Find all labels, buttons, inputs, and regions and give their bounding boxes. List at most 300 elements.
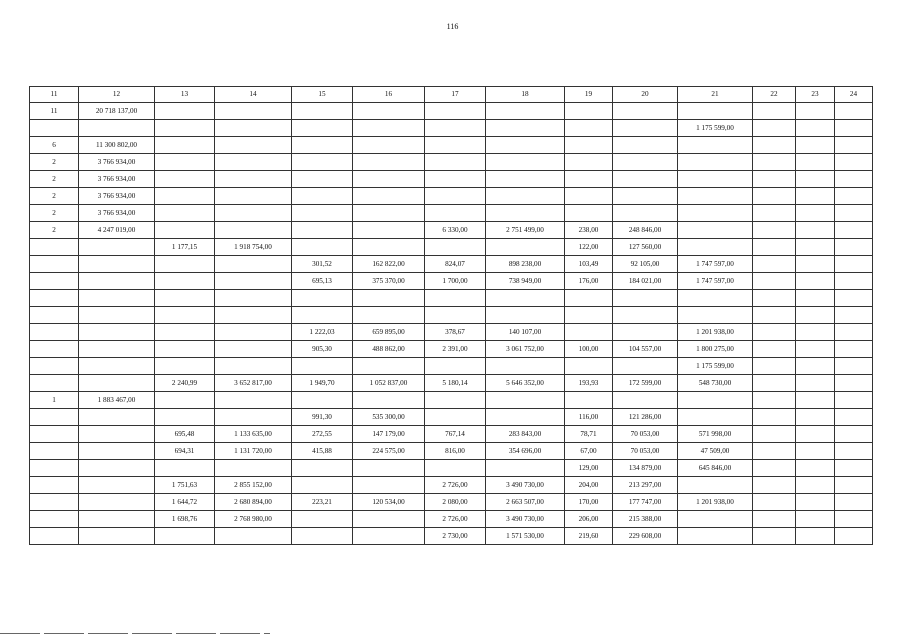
table-cell bbox=[292, 205, 353, 222]
table-cell bbox=[486, 205, 565, 222]
table-cell bbox=[215, 324, 292, 341]
table-cell: 1 800 275,00 bbox=[678, 341, 753, 358]
table-cell: 3 766 934,00 bbox=[79, 205, 155, 222]
table-cell bbox=[753, 426, 796, 443]
table-cell bbox=[753, 494, 796, 511]
table-cell: 70 053,00 bbox=[613, 443, 678, 460]
table-cell bbox=[796, 443, 835, 460]
table-cell bbox=[30, 341, 79, 358]
table-cell bbox=[486, 290, 565, 307]
table-cell bbox=[155, 171, 215, 188]
footer-rule bbox=[0, 633, 270, 634]
table-cell bbox=[796, 273, 835, 290]
table-cell bbox=[425, 188, 486, 205]
table-cell bbox=[835, 375, 873, 392]
table-cell: 92 105,00 bbox=[613, 256, 678, 273]
table-cell bbox=[486, 171, 565, 188]
table-cell bbox=[486, 188, 565, 205]
table-cell bbox=[565, 324, 613, 341]
table-cell: 1 052 837,00 bbox=[353, 375, 425, 392]
table-cell bbox=[753, 460, 796, 477]
table-cell: 122,00 bbox=[565, 239, 613, 256]
table-cell: 415,88 bbox=[292, 443, 353, 460]
table-cell: 3 490 730,00 bbox=[486, 511, 565, 528]
table-cell bbox=[155, 273, 215, 290]
table-cell bbox=[753, 239, 796, 256]
column-header: 21 bbox=[678, 87, 753, 103]
table-cell: 738 949,00 bbox=[486, 273, 565, 290]
table-cell bbox=[753, 392, 796, 409]
table-cell bbox=[353, 290, 425, 307]
table-cell: 170,00 bbox=[565, 494, 613, 511]
table-cell bbox=[30, 443, 79, 460]
table-cell: 898 238,00 bbox=[486, 256, 565, 273]
table-cell bbox=[835, 511, 873, 528]
table-cell bbox=[292, 188, 353, 205]
table-cell bbox=[215, 222, 292, 239]
table-cell: 67,00 bbox=[565, 443, 613, 460]
table-cell bbox=[155, 205, 215, 222]
table-cell bbox=[155, 103, 215, 120]
table-cell bbox=[79, 290, 155, 307]
table-cell: 2 663 507,00 bbox=[486, 494, 565, 511]
table-cell: 1 747 597,00 bbox=[678, 256, 753, 273]
table-cell bbox=[753, 409, 796, 426]
table-cell: 3 766 934,00 bbox=[79, 188, 155, 205]
table-cell: 2 240,99 bbox=[155, 375, 215, 392]
table-cell bbox=[565, 171, 613, 188]
table-cell bbox=[796, 341, 835, 358]
table-cell bbox=[796, 103, 835, 120]
table-cell bbox=[753, 290, 796, 307]
table-cell bbox=[753, 188, 796, 205]
table-cell bbox=[835, 426, 873, 443]
table-cell bbox=[796, 494, 835, 511]
table-cell: 1 177,15 bbox=[155, 239, 215, 256]
table-cell: 767,14 bbox=[425, 426, 486, 443]
table-cell bbox=[835, 528, 873, 545]
table-cell bbox=[155, 188, 215, 205]
table-cell: 2 bbox=[30, 222, 79, 239]
table-cell bbox=[565, 307, 613, 324]
table-cell bbox=[565, 154, 613, 171]
table-cell bbox=[292, 460, 353, 477]
table-cell: 2 bbox=[30, 205, 79, 222]
table-row bbox=[30, 528, 873, 545]
table-cell bbox=[796, 290, 835, 307]
table-cell bbox=[796, 511, 835, 528]
table-cell bbox=[678, 307, 753, 324]
table-cell: 213 297,00 bbox=[613, 477, 678, 494]
table-cell bbox=[79, 273, 155, 290]
table-cell: 1 131 720,00 bbox=[215, 443, 292, 460]
table-cell: 1 bbox=[30, 392, 79, 409]
table-cell: 104 557,00 bbox=[613, 341, 678, 358]
table-cell: 177 747,00 bbox=[613, 494, 678, 511]
table-cell bbox=[753, 222, 796, 239]
table-cell bbox=[678, 137, 753, 154]
table-cell bbox=[835, 188, 873, 205]
table-cell bbox=[425, 409, 486, 426]
table-cell bbox=[753, 307, 796, 324]
table-cell bbox=[678, 171, 753, 188]
table-row bbox=[30, 154, 873, 171]
table-cell bbox=[155, 120, 215, 137]
table-cell bbox=[753, 137, 796, 154]
table-cell bbox=[835, 307, 873, 324]
table-cell bbox=[353, 103, 425, 120]
table-cell bbox=[155, 460, 215, 477]
table-cell bbox=[613, 392, 678, 409]
table-cell bbox=[30, 290, 79, 307]
table-cell bbox=[425, 239, 486, 256]
table-cell bbox=[613, 307, 678, 324]
table-cell bbox=[835, 358, 873, 375]
table-cell bbox=[678, 290, 753, 307]
table-cell bbox=[215, 103, 292, 120]
table-cell: 20 718 137,00 bbox=[79, 103, 155, 120]
table-row bbox=[30, 511, 873, 528]
table-cell bbox=[486, 392, 565, 409]
table-cell bbox=[796, 477, 835, 494]
table-cell: 129,00 bbox=[565, 460, 613, 477]
table-cell bbox=[678, 239, 753, 256]
table-cell bbox=[292, 222, 353, 239]
table-cell bbox=[30, 426, 79, 443]
table-cell bbox=[425, 307, 486, 324]
table-cell bbox=[353, 477, 425, 494]
table-cell bbox=[835, 120, 873, 137]
table-cell bbox=[796, 528, 835, 545]
table-cell: 694,31 bbox=[155, 443, 215, 460]
table-cell bbox=[678, 392, 753, 409]
column-header: 24 bbox=[835, 87, 873, 103]
table-cell bbox=[353, 239, 425, 256]
table-cell bbox=[215, 256, 292, 273]
table-cell: 134 879,00 bbox=[613, 460, 678, 477]
table-cell bbox=[79, 256, 155, 273]
table-cell bbox=[835, 137, 873, 154]
table-cell bbox=[753, 341, 796, 358]
table-cell bbox=[30, 409, 79, 426]
table-cell: 548 730,00 bbox=[678, 375, 753, 392]
table-cell: 3 061 752,00 bbox=[486, 341, 565, 358]
table-cell bbox=[215, 273, 292, 290]
table-cell bbox=[753, 528, 796, 545]
table-cell bbox=[796, 460, 835, 477]
table-cell bbox=[613, 103, 678, 120]
table-cell bbox=[796, 222, 835, 239]
table-cell: 488 862,00 bbox=[353, 341, 425, 358]
table-cell bbox=[30, 324, 79, 341]
table-row bbox=[30, 188, 873, 205]
table-cell: 224 575,00 bbox=[353, 443, 425, 460]
table-row bbox=[30, 205, 873, 222]
table-row bbox=[30, 392, 873, 409]
table-cell: 2 855 152,00 bbox=[215, 477, 292, 494]
table-cell: 1 698,76 bbox=[155, 511, 215, 528]
table-cell bbox=[753, 120, 796, 137]
table-cell bbox=[30, 358, 79, 375]
table-cell: 2 bbox=[30, 154, 79, 171]
column-header: 16 bbox=[353, 87, 425, 103]
table-cell bbox=[155, 358, 215, 375]
table-cell bbox=[613, 120, 678, 137]
table-cell bbox=[835, 392, 873, 409]
table-cell bbox=[613, 171, 678, 188]
table-cell bbox=[796, 188, 835, 205]
table-cell bbox=[292, 392, 353, 409]
table-cell bbox=[486, 307, 565, 324]
table-cell bbox=[215, 460, 292, 477]
table-cell bbox=[486, 239, 565, 256]
table-cell bbox=[796, 137, 835, 154]
table-cell bbox=[796, 205, 835, 222]
table-row bbox=[30, 103, 873, 120]
table-cell: 206,00 bbox=[565, 511, 613, 528]
column-header: 13 bbox=[155, 87, 215, 103]
table-cell: 824,07 bbox=[425, 256, 486, 273]
table-cell bbox=[79, 358, 155, 375]
table-cell bbox=[486, 103, 565, 120]
table-cell: 176,00 bbox=[565, 273, 613, 290]
table-row bbox=[30, 290, 873, 307]
table-cell bbox=[796, 358, 835, 375]
table-row bbox=[30, 494, 873, 511]
table-cell bbox=[835, 460, 873, 477]
table-cell bbox=[796, 120, 835, 137]
table-row bbox=[30, 273, 873, 290]
table-cell bbox=[353, 120, 425, 137]
table-cell bbox=[835, 154, 873, 171]
table-cell bbox=[425, 137, 486, 154]
table-cell bbox=[353, 528, 425, 545]
table-cell: 5 646 352,00 bbox=[486, 375, 565, 392]
table-cell: 1 133 635,00 bbox=[215, 426, 292, 443]
table-cell bbox=[753, 273, 796, 290]
table-cell bbox=[215, 358, 292, 375]
table-cell: 172 599,00 bbox=[613, 375, 678, 392]
table-cell bbox=[796, 375, 835, 392]
table-cell: 116,00 bbox=[565, 409, 613, 426]
table-cell: 1 949,70 bbox=[292, 375, 353, 392]
table-cell bbox=[79, 426, 155, 443]
table-cell bbox=[79, 120, 155, 137]
table-row bbox=[30, 341, 873, 358]
table-row bbox=[30, 358, 873, 375]
table-cell bbox=[353, 460, 425, 477]
table-cell bbox=[835, 273, 873, 290]
table-cell bbox=[30, 477, 79, 494]
table-cell bbox=[753, 171, 796, 188]
table-cell bbox=[155, 341, 215, 358]
table-cell bbox=[30, 307, 79, 324]
table-cell bbox=[835, 324, 873, 341]
table-cell: 2 768 980,00 bbox=[215, 511, 292, 528]
table-cell bbox=[353, 358, 425, 375]
table-cell bbox=[613, 188, 678, 205]
table-cell bbox=[835, 477, 873, 494]
table-row bbox=[30, 409, 873, 426]
table-row bbox=[30, 222, 873, 239]
column-header: 14 bbox=[215, 87, 292, 103]
table-cell bbox=[425, 392, 486, 409]
table-cell bbox=[353, 222, 425, 239]
table-cell: 2 726,00 bbox=[425, 511, 486, 528]
table-row bbox=[30, 256, 873, 273]
table-cell bbox=[292, 154, 353, 171]
table-cell bbox=[796, 392, 835, 409]
table-cell bbox=[678, 154, 753, 171]
table-cell: 127 560,00 bbox=[613, 239, 678, 256]
table-cell bbox=[79, 477, 155, 494]
table-cell bbox=[292, 171, 353, 188]
table-row bbox=[30, 171, 873, 188]
table-cell bbox=[753, 358, 796, 375]
table-cell bbox=[835, 205, 873, 222]
column-header: 22 bbox=[753, 87, 796, 103]
table-cell bbox=[565, 205, 613, 222]
table-cell bbox=[835, 239, 873, 256]
table-cell bbox=[425, 120, 486, 137]
table-cell bbox=[30, 528, 79, 545]
table-cell bbox=[835, 409, 873, 426]
table-cell bbox=[215, 341, 292, 358]
table-cell: 2 726,00 bbox=[425, 477, 486, 494]
table-cell bbox=[79, 239, 155, 256]
table-cell: 3 766 934,00 bbox=[79, 171, 155, 188]
column-header: 12 bbox=[79, 87, 155, 103]
table-cell bbox=[30, 256, 79, 273]
table-cell bbox=[79, 511, 155, 528]
table-cell bbox=[678, 477, 753, 494]
table-cell bbox=[753, 324, 796, 341]
table-cell bbox=[79, 460, 155, 477]
table-cell bbox=[292, 477, 353, 494]
table-row bbox=[30, 375, 873, 392]
table-cell: 162 822,00 bbox=[353, 256, 425, 273]
table-cell bbox=[155, 307, 215, 324]
table-cell bbox=[565, 358, 613, 375]
table-cell bbox=[79, 528, 155, 545]
column-header: 17 bbox=[425, 87, 486, 103]
column-header: 23 bbox=[796, 87, 835, 103]
table-cell bbox=[155, 528, 215, 545]
table-cell bbox=[565, 290, 613, 307]
table-cell: 695,13 bbox=[292, 273, 353, 290]
table-cell bbox=[353, 171, 425, 188]
table-cell bbox=[353, 137, 425, 154]
table-cell bbox=[678, 205, 753, 222]
table-cell bbox=[79, 443, 155, 460]
table-cell bbox=[155, 290, 215, 307]
table-cell: 991,30 bbox=[292, 409, 353, 426]
table-cell bbox=[486, 460, 565, 477]
table-cell bbox=[565, 103, 613, 120]
table-cell: 147 179,00 bbox=[353, 426, 425, 443]
table-cell: 78,71 bbox=[565, 426, 613, 443]
table-cell bbox=[79, 324, 155, 341]
table-header-row bbox=[30, 87, 873, 103]
table-cell: 1 883 467,00 bbox=[79, 392, 155, 409]
table-cell: 120 534,00 bbox=[353, 494, 425, 511]
table-row bbox=[30, 426, 873, 443]
column-header: 20 bbox=[613, 87, 678, 103]
table-row bbox=[30, 324, 873, 341]
table-cell bbox=[215, 120, 292, 137]
table-cell bbox=[215, 188, 292, 205]
table-row bbox=[30, 477, 873, 494]
table-row bbox=[30, 120, 873, 137]
page-number: 116 bbox=[446, 22, 459, 31]
table-cell bbox=[835, 341, 873, 358]
table-cell bbox=[292, 511, 353, 528]
table-cell bbox=[796, 239, 835, 256]
table-cell bbox=[155, 392, 215, 409]
table-cell bbox=[753, 103, 796, 120]
table-cell: 103,49 bbox=[565, 256, 613, 273]
table-cell bbox=[796, 154, 835, 171]
table-cell bbox=[565, 392, 613, 409]
table-cell bbox=[353, 307, 425, 324]
table-cell bbox=[486, 154, 565, 171]
table-cell bbox=[425, 154, 486, 171]
table-cell bbox=[835, 443, 873, 460]
table-cell bbox=[565, 120, 613, 137]
column-header: 15 bbox=[292, 87, 353, 103]
table-cell bbox=[292, 103, 353, 120]
table-cell bbox=[835, 256, 873, 273]
table-cell bbox=[425, 358, 486, 375]
table-cell: 272,55 bbox=[292, 426, 353, 443]
table-cell: 11 bbox=[30, 103, 79, 120]
table-cell bbox=[565, 188, 613, 205]
table-cell bbox=[678, 528, 753, 545]
table-cell: 6 bbox=[30, 137, 79, 154]
table-cell: 1 751,63 bbox=[155, 477, 215, 494]
table-cell bbox=[155, 222, 215, 239]
table-cell: 375 370,00 bbox=[353, 273, 425, 290]
table-cell: 1 175 599,00 bbox=[678, 358, 753, 375]
table-cell: 1 747 597,00 bbox=[678, 273, 753, 290]
table-cell: 223,21 bbox=[292, 494, 353, 511]
table-cell bbox=[215, 171, 292, 188]
table-cell bbox=[678, 222, 753, 239]
table-cell bbox=[353, 205, 425, 222]
table-cell: 5 180,14 bbox=[425, 375, 486, 392]
table-cell bbox=[613, 324, 678, 341]
table-cell: 3 766 934,00 bbox=[79, 154, 155, 171]
table-cell bbox=[292, 239, 353, 256]
table-cell bbox=[30, 239, 79, 256]
table-cell: 238,00 bbox=[565, 222, 613, 239]
table-cell: 1 175 599,00 bbox=[678, 120, 753, 137]
table-cell bbox=[215, 154, 292, 171]
table-cell bbox=[79, 375, 155, 392]
table-cell: 905,30 bbox=[292, 341, 353, 358]
table-cell: 248 846,00 bbox=[613, 222, 678, 239]
table-cell bbox=[425, 103, 486, 120]
table-cell bbox=[613, 358, 678, 375]
column-header: 19 bbox=[565, 87, 613, 103]
table-cell bbox=[613, 137, 678, 154]
table-cell: 6 330,00 bbox=[425, 222, 486, 239]
table-cell: 3 490 730,00 bbox=[486, 477, 565, 494]
data-table bbox=[29, 86, 873, 545]
table-cell bbox=[215, 392, 292, 409]
column-header: 11 bbox=[30, 87, 79, 103]
table-row bbox=[30, 137, 873, 154]
